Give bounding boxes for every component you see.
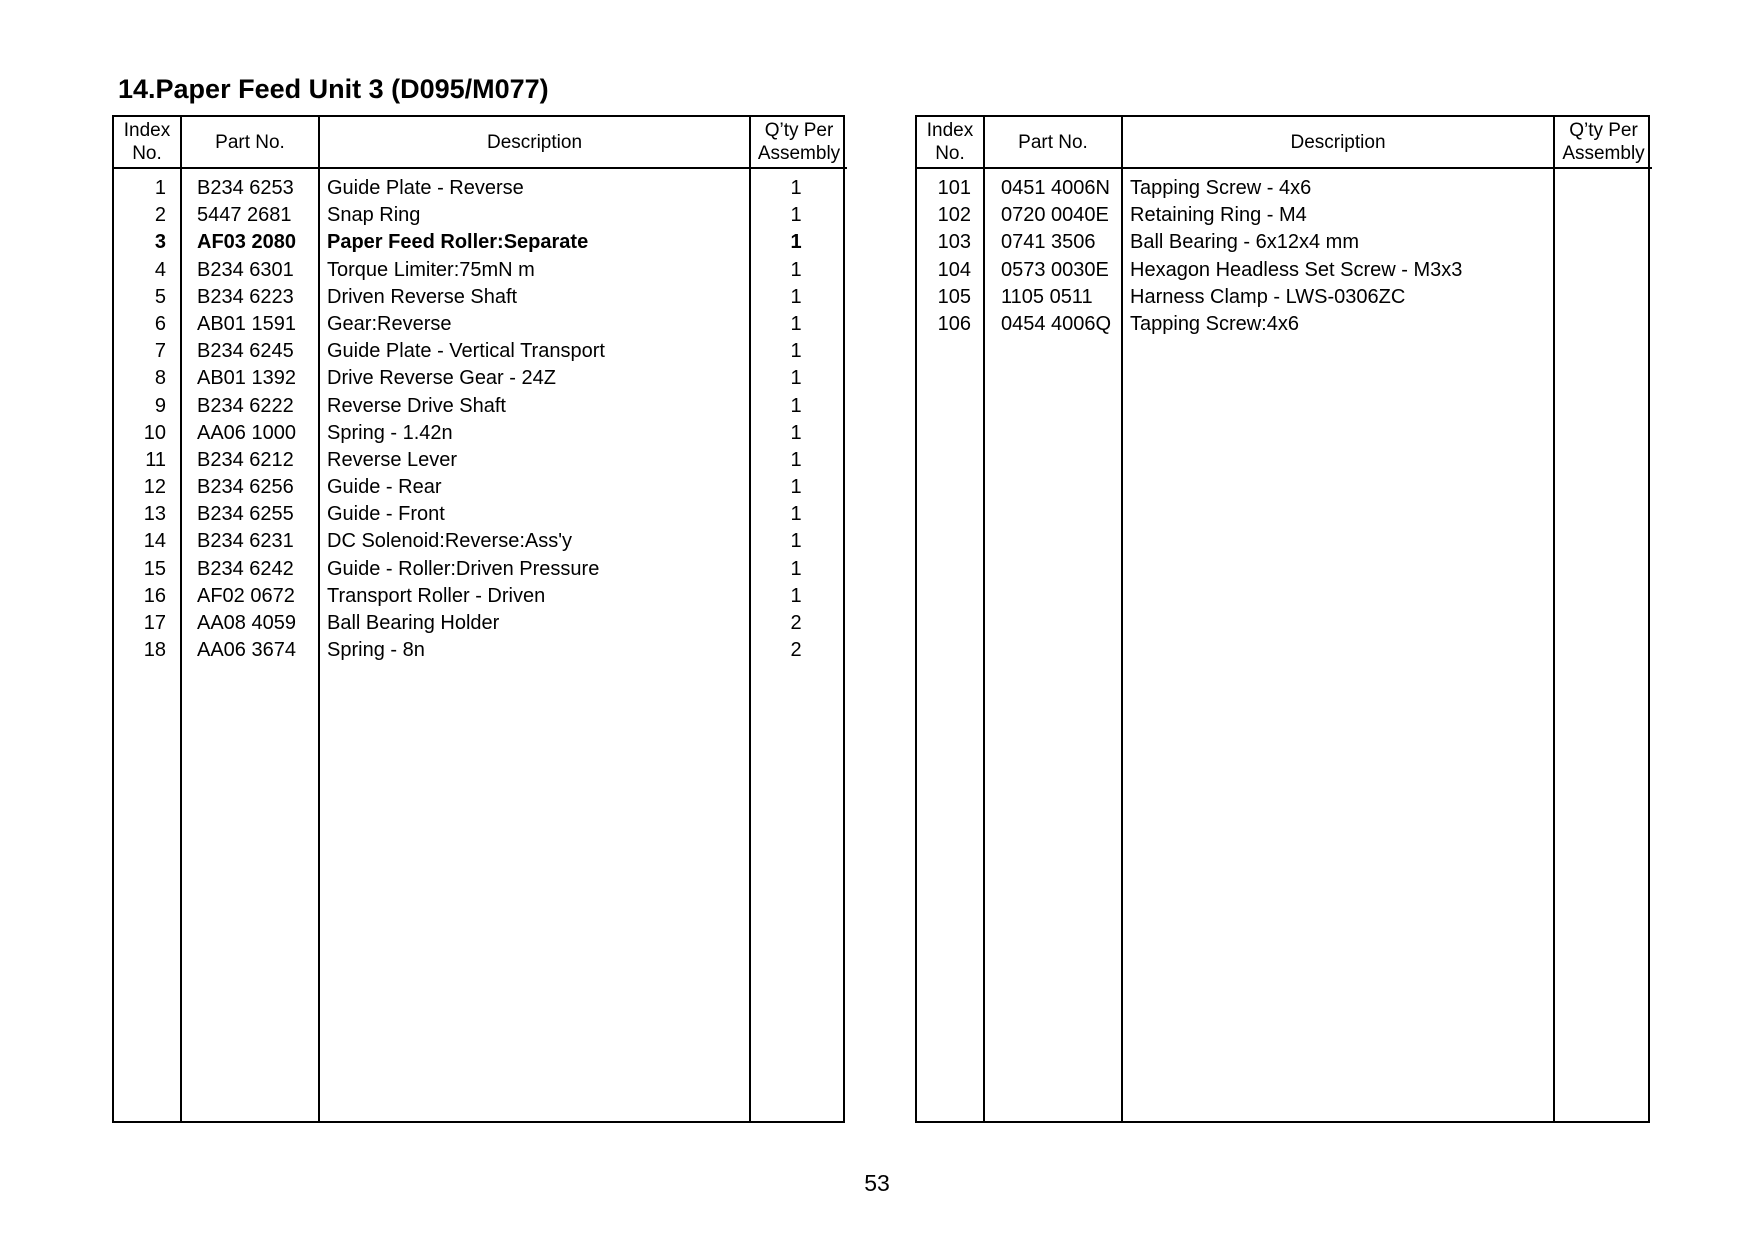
parts-table-left xyxy=(112,115,845,1123)
cell-index: 16 xyxy=(143,584,166,607)
cell-qty: 1 xyxy=(790,367,802,390)
cell-index: 5 xyxy=(154,285,166,308)
cell-part-no: AF02 0672 xyxy=(197,584,295,607)
cell-qty: 1 xyxy=(790,530,802,553)
cell-index: 18 xyxy=(143,639,166,662)
cell-index: 4 xyxy=(154,258,166,281)
cell-index: 105 xyxy=(937,285,971,308)
cell-part-no: 0741 3506 xyxy=(1001,231,1096,254)
cell-part-no: AF03 2080 xyxy=(197,231,296,254)
description-column xyxy=(320,117,751,1121)
cell-index: 12 xyxy=(143,476,166,499)
cell-description: Reverse Drive Shaft xyxy=(327,394,506,417)
qty-header: Q’ty Per Assembly xyxy=(751,117,847,169)
cell-index: 103 xyxy=(937,231,971,254)
cell-description: Retaining Ring - M4 xyxy=(1130,204,1307,227)
cell-index: 106 xyxy=(937,312,971,335)
cell-index: 9 xyxy=(154,394,166,417)
cell-part-no: AA06 3674 xyxy=(197,639,296,662)
cell-description: Gear:Reverse xyxy=(327,312,452,335)
cell-description: Torque Limiter:75mN m xyxy=(327,258,535,281)
qty-header: Q’ty Per Assembly xyxy=(1555,117,1652,169)
cell-qty: 1 xyxy=(790,394,802,417)
cell-qty xyxy=(1555,311,1652,338)
qty-column xyxy=(751,117,847,1121)
cell-qty: 1 xyxy=(790,476,802,499)
cell-qty: 1 xyxy=(790,204,802,227)
cell-description: Spring - 8n xyxy=(327,639,425,662)
cell-description: Guide - Front xyxy=(327,503,445,526)
part-no-column xyxy=(985,117,1123,1121)
cell-part-no: AA08 4059 xyxy=(197,612,296,634)
cell-qty: 1 xyxy=(790,557,802,580)
part-no-header: Part No. xyxy=(985,117,1121,169)
cell-description: Guide Plate - Reverse xyxy=(327,177,524,199)
cell-index: 2 xyxy=(154,204,166,227)
cell-part-no: B234 6255 xyxy=(197,503,294,526)
description-header: Description xyxy=(1123,117,1553,169)
cell-part-no: 1105 0511 xyxy=(1001,285,1093,308)
cell-index: 7 xyxy=(154,340,166,363)
cell-part-no: B234 6301 xyxy=(197,258,294,281)
cell-index: 3 xyxy=(154,231,166,254)
part-no-header: Part No. xyxy=(182,117,318,169)
cell-part-no: B234 6231 xyxy=(197,530,294,553)
cell-description: Guide Plate - Vertical Transport xyxy=(327,340,605,363)
cell-index: 102 xyxy=(937,204,971,227)
part-no-column xyxy=(182,117,320,1121)
cell-qty: 1 xyxy=(790,584,802,607)
cell-part-no: 0451 4006N xyxy=(1001,177,1110,199)
cell-part-no: 0573 0030E xyxy=(1001,258,1109,281)
cell-qty: 1 xyxy=(790,285,802,308)
index-header: Index No. xyxy=(917,117,983,169)
cell-qty: 2 xyxy=(790,612,802,634)
cell-description: Ball Bearing - 6x12x4 mm xyxy=(1130,231,1359,254)
cell-qty: 1 xyxy=(790,340,802,363)
cell-index: 15 xyxy=(143,557,166,580)
cell-description: Drive Reverse Gear - 24Z xyxy=(327,367,556,390)
cell-qty: 1 xyxy=(790,312,802,335)
description-column xyxy=(1123,117,1555,1121)
page-title: 14.Paper Feed Unit 3 (D095/M077) xyxy=(118,74,549,104)
cell-qty xyxy=(1555,257,1652,284)
cell-qty: 1 xyxy=(790,231,802,254)
cell-description: Snap Ring xyxy=(327,204,421,227)
cell-index: 13 xyxy=(143,503,166,526)
cell-part-no: B234 6256 xyxy=(197,476,294,499)
cell-part-no: B234 6223 xyxy=(197,285,294,308)
cell-description: Tapping Screw:4x6 xyxy=(1130,312,1299,335)
cell-index: 11 xyxy=(145,448,166,471)
cell-description: Harness Clamp - LWS-0306ZC xyxy=(1130,285,1406,308)
cell-qty xyxy=(1555,229,1652,256)
cell-description: Guide - Roller:Driven Pressure xyxy=(327,557,600,580)
cell-part-no: 0720 0040E xyxy=(1001,204,1109,227)
cell-description: Driven Reverse Shaft xyxy=(327,285,518,308)
cell-description: Tapping Screw - 4x6 xyxy=(1130,177,1312,199)
cell-qty: 2 xyxy=(790,639,802,662)
cell-qty xyxy=(1555,175,1652,202)
cell-part-no: B234 6212 xyxy=(197,448,294,471)
cell-qty xyxy=(1555,202,1652,229)
cell-part-no: B234 6242 xyxy=(197,557,294,580)
cell-index: 17 xyxy=(143,612,166,634)
cell-qty: 1 xyxy=(790,448,802,471)
qty-column xyxy=(1555,117,1652,1121)
cell-index: 104 xyxy=(937,258,971,281)
index-column xyxy=(917,117,985,1121)
index-header: Index No. xyxy=(114,117,180,169)
cell-part-no: AB01 1591 xyxy=(197,312,296,335)
cell-qty: 1 xyxy=(790,177,802,199)
cell-part-no: 5447 2681 xyxy=(197,204,292,227)
cell-index: 101 xyxy=(937,177,971,199)
cell-description: Spring - 1.42n xyxy=(327,421,453,444)
cell-description: DC Solenoid:Reverse:Ass'y xyxy=(327,530,573,553)
cell-part-no: B234 6253 xyxy=(197,177,294,199)
cell-description: Ball Bearing Holder xyxy=(327,612,500,634)
description-header: Description xyxy=(320,117,749,169)
cell-part-no: 0454 4006Q xyxy=(1001,312,1112,335)
cell-index: 1 xyxy=(154,177,166,199)
cell-part-no: AA06 1000 xyxy=(197,421,296,444)
cell-index: 14 xyxy=(143,530,166,553)
cell-description: Paper Feed Roller:Separate xyxy=(327,231,589,254)
cell-qty: 1 xyxy=(790,503,802,526)
parts-table-right xyxy=(915,115,1650,1123)
cell-qty xyxy=(1555,284,1652,311)
cell-description: Guide - Rear xyxy=(327,476,442,499)
cell-index: 6 xyxy=(154,312,166,335)
cell-index: 8 xyxy=(154,367,166,390)
cell-index: 10 xyxy=(143,421,166,444)
cell-description: Transport Roller - Driven xyxy=(327,584,546,607)
cell-qty: 1 xyxy=(790,421,802,444)
index-column xyxy=(114,117,182,1121)
cell-description: Hexagon Headless Set Screw - M3x3 xyxy=(1130,258,1463,281)
page-number: 53 xyxy=(864,1170,890,1196)
cell-qty: 1 xyxy=(790,258,802,281)
cell-description: Reverse Lever xyxy=(327,448,458,471)
cell-part-no: AB01 1392 xyxy=(197,367,296,390)
cell-part-no: B234 6222 xyxy=(197,394,294,417)
cell-part-no: B234 6245 xyxy=(197,340,294,363)
